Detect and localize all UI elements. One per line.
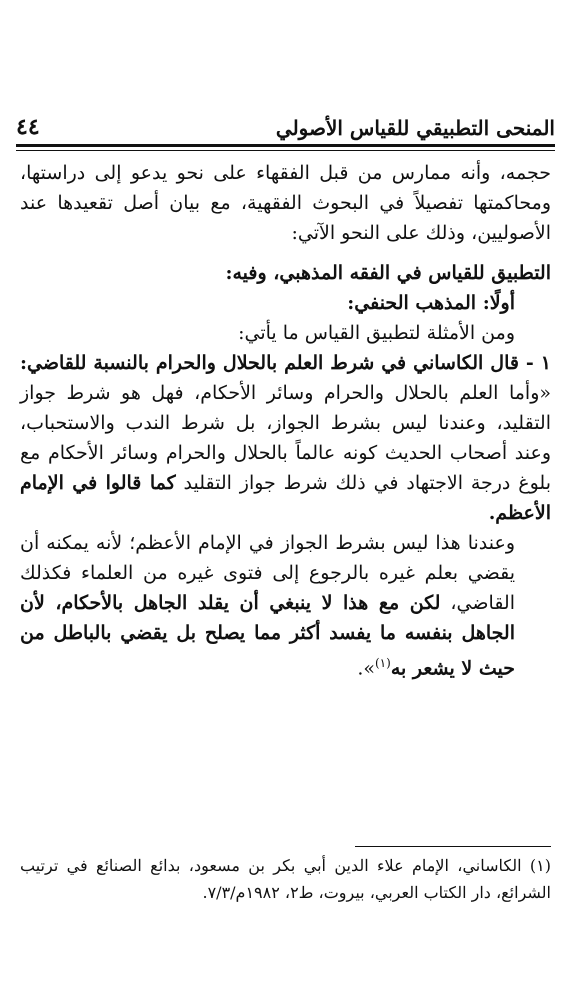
page-number: ٤٤ bbox=[16, 114, 40, 140]
footnote-marker: (١) bbox=[529, 856, 551, 875]
footnote-reference[interactable]: (١) bbox=[374, 656, 391, 670]
examples-intro: ومن الأمثلة لتطبيق القياس ما يأتي: bbox=[238, 322, 515, 344]
item-1-bold-end: كما قالوا في الإمام الأعظم. bbox=[20, 472, 551, 524]
paragraph-2 bbox=[20, 528, 551, 683]
section-heading: التطبيق للقياس في الفقه المذهبي، وفيه: bbox=[225, 262, 551, 284]
paragraph-2-end: ». bbox=[357, 657, 375, 680]
intro-paragraph: حجمه، وأنه ممارس من قبل الفقهاء على نحو يدعو إلى دراستها، ومحاكمتها تفصيلاً في البحوث الفقهية، مع بيان أصل تقعيدها عند الأصوليين، وذلك على النحو الآتي: bbox=[20, 162, 551, 244]
subheading-hanafi: أولًا: المذهب الحنفي: bbox=[347, 292, 515, 314]
header-rule-thick bbox=[16, 144, 555, 147]
item-1 bbox=[20, 348, 551, 528]
paragraph-2-normal: وعندنا هذا ليس بشرط الجواز في الإمام الأعظم؛ لأنه يمكنه أن يقضي بعلم غيره بالرجوع إلى فتوى غيره من العلماء فكذلك القاضي، bbox=[20, 532, 515, 614]
item-1-quote: «وأما العلم بالحلال والحرام وسائر الأحكام، فهل هو شرط جواز التقليد، وعندنا ليس بشرط الجواز، بل شرط الندب والاستحباب، وعند أصحاب الحديث كونه عالماً بالحلال والحرام وسائر الأحكام مع بلوغ درجة الاجتهاد في ذلك شرط جواز التقليد bbox=[20, 382, 551, 494]
running-title: المنحى التطبيقي للقياس الأصولي bbox=[275, 116, 555, 140]
footnote-text: الكاساني، الإمام علاء الدين أبي بكر بن مسعود، بدائع الصنائع في ترتيب الشرائع، دار الكتاب العربي، بيروت، ط٢، ١٩٨٢م/٧/٣. bbox=[20, 856, 551, 902]
footnote bbox=[20, 852, 551, 906]
paragraph-2-bold: لكن مع هذا لا ينبغي أن يقلد الجاهل بالأحكام، لأن الجاهل بنفسه ما يفسد أكثر مما يصلح بل يقضي بالباطل من حيث لا يشعر به bbox=[20, 592, 515, 680]
running-header bbox=[16, 108, 555, 140]
item-1-lead: ١ - قال الكاساني في شرط العلم بالحلال والحرام بالنسبة للقاضي: bbox=[20, 352, 551, 374]
main-text bbox=[20, 158, 551, 683]
header-rule-thin bbox=[16, 150, 555, 151]
footnote-divider bbox=[355, 846, 551, 847]
